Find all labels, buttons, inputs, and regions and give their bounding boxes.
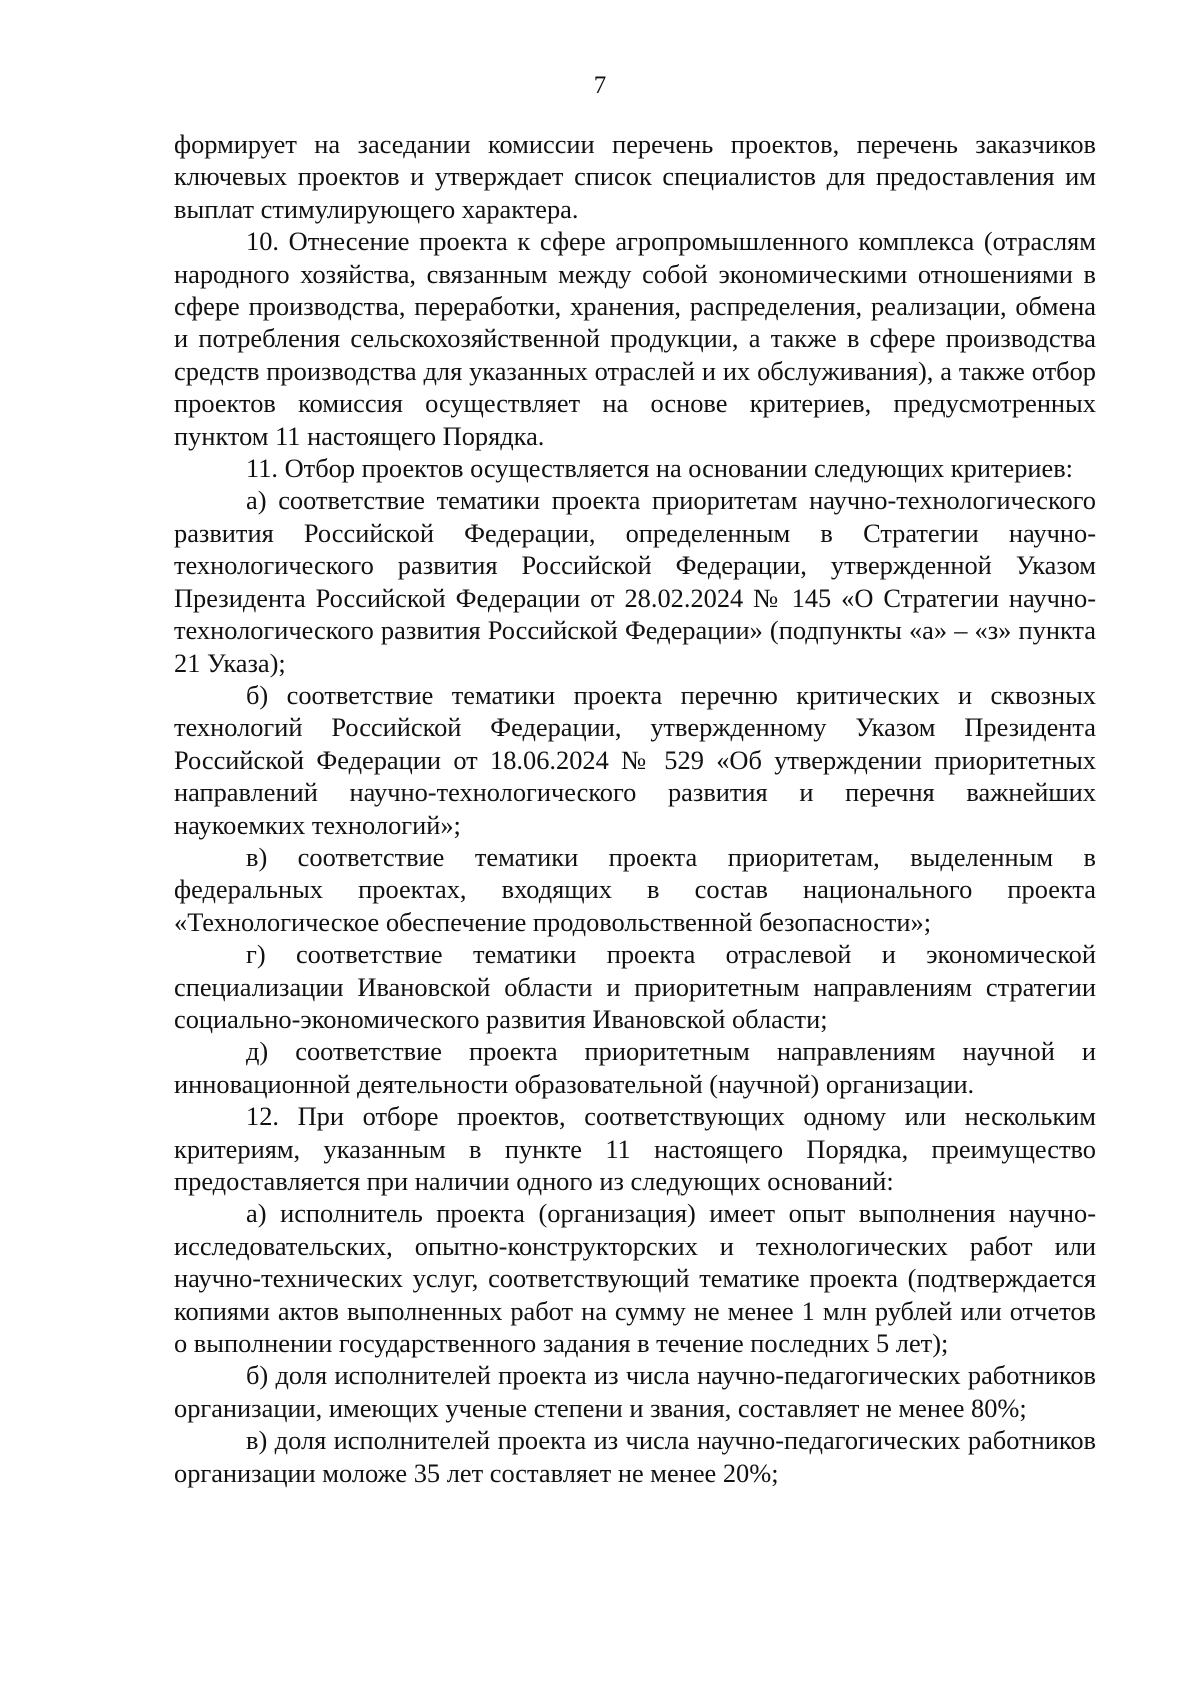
paragraph-advantage-v: в) доля исполнителей проекта из числа научно-педагогических работников организации моложе 35 лет составляет не менее 20%; (174, 1425, 1096, 1488)
paragraph-continuation: формирует на заседании комиссии перечень проектов, перечень заказчиков ключевых проектов и утверждает список специалистов для предоставления им выплат стимулирующего характера. (174, 129, 1096, 224)
paragraph-advantage-b: б) доля исполнителей проекта из числа научно-педагогических работников организации, имеющих ученые степени и звания, составляет не менее 80%; (174, 1360, 1096, 1423)
paragraph-item-11: 11. Отбор проектов осуществляется на основании следующих критериев: (246, 453, 1074, 484)
document-body (174, 128, 1096, 1489)
page-number: 7 (593, 72, 607, 99)
paragraph-criterion-a: а) соответствие тематики проекта приоритетам научно-технологического развития Российской Федерации, определенным в Стратегии научно-технологического развития Российской Федерации, утвержденной Указом Президента Российской Федерации от 28.02.2024 № 145 «О Стратегии научно-технологического развития Российской Федерации» (подпункты «а» – «з» пункта 21 Указа); (174, 485, 1096, 678)
paragraph-criterion-v: в) соответствие тематики проекта приоритетам, выделенным в федеральных проектах, входящих в состав национального проекта «Технологическое обеспечение продовольственной безопасности»; (174, 841, 1096, 937)
paragraph-criterion-b: б) соответствие тематики проекта перечню критических и сквозных технологий Российской Федерации, утвержденному Указом Президента Российской Федерации от 18.06.2024 № 529 «Об утверждении приоритетных направлений научно-технологического развития и перечня важнейших наукоемких технологий»; (174, 679, 1096, 840)
paragraph-advantage-a: а) исполнитель проекта (организация) имеет опыт выполнения научно-исследовательских, опытно-конструкторских и технологических работ или научно-технических услуг, соответствующий тематике проекта (подтверждается копиями актов выполненных работ на сумму не менее 1 млн рублей или отчетов о выполнении государственного задания в течение последних 5 лет); (174, 1198, 1096, 1359)
paragraph-item-10: 10. Отнесение проекта к сфере агропромышленного комплекса (отраслям народного хозяйства, связанным между собой экономическими отношениями в сфере производства, переработки, хранения, распределения, реализации, обмена и потребления сельскохозяйственной продукции, а также в сфере производства средств производства для указанных отраслей и их обслуживания), а также отбор проектов комиссия осуществляет на основе критериев, предусмотренных пунктом 11 настоящего Порядка. (174, 226, 1096, 451)
paragraph-criterion-g: г) соответствие тематики проекта отраслевой и экономической специализации Ивановской области и приоритетным направлениям стратегии социально-экономического развития Ивановской области; (174, 939, 1096, 1034)
paragraph-item-12: 12. При отборе проектов, соответствующих одному или нескольким критериям, указанным в пункте 11 настоящего Порядка, преимущество предоставляется при наличии одного из следующих оснований: (174, 1101, 1096, 1196)
paragraph-criterion-d: д) соответствие проекта приоритетным направлениям научной и инновационной деятельности образовательной (научной) организации. (174, 1036, 1096, 1099)
